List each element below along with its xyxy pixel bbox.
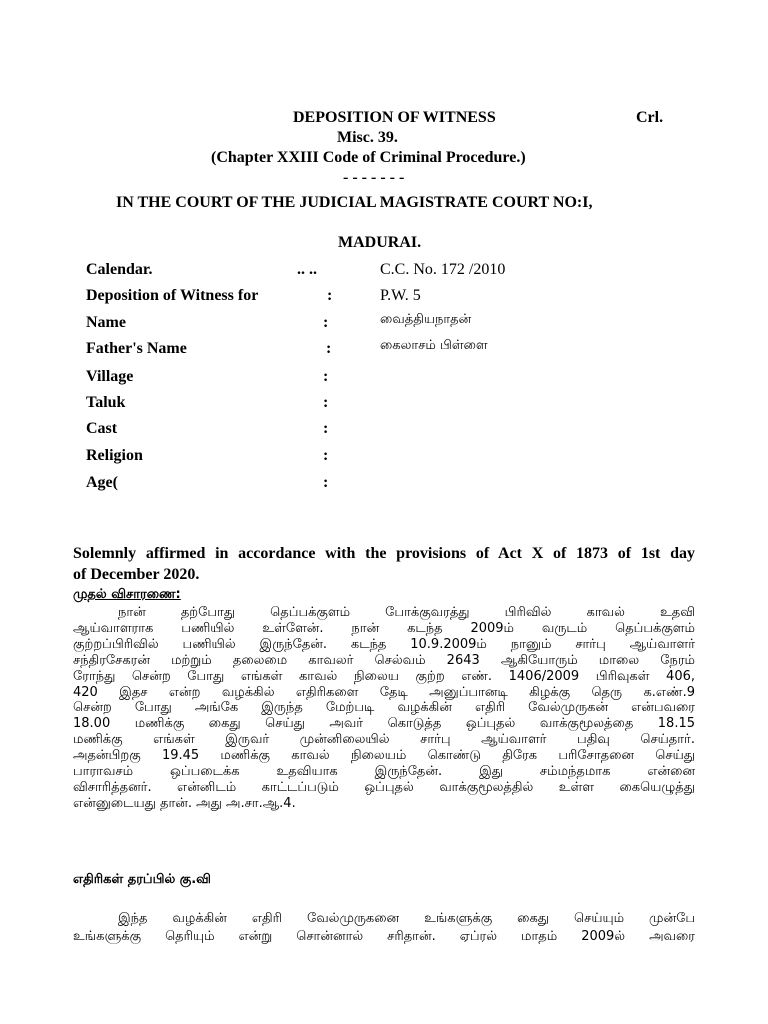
chapter-reference: (Chapter XXIII Code of Criminal Procedure.) — [211, 149, 526, 166]
chief-exam-line: குற்றப்பிரிவில் பணியில் இருந்தேன். கடந்த 10.9.2009ம் நானும் சார்பு ஆய்வாளர் — [73, 636, 695, 652]
father-name-colon: : — [326, 340, 332, 357]
chief-exam-line: மணிக்கு எங்கள் இருவர் முன்னிலையில் சார்பு ஆய்வாளர் பதிவு செய்தார். — [73, 732, 695, 748]
chief-exam-line: அதன்பிறகு 19.45 மணிக்கு காவல் நிலையம் கொண்டு திரேக பரிசோதனை செய்து — [73, 748, 695, 764]
chief-exam-line: சென்ற போது அங்கே இருந்த மேற்படி வழக்கின் எதிரி வேல்முருகன் என்பவரை — [73, 700, 695, 716]
name-colon: : — [323, 314, 329, 331]
cast-colon: : — [323, 420, 329, 437]
chief-exam-line: 18.00 மணிக்கு கைது செய்து அவர் கொடுத்த ஒப்புதல் வாக்குமூலத்தை 18.15 — [73, 716, 695, 732]
cast-label: Cast — [86, 420, 118, 437]
taluk-colon: : — [323, 394, 329, 411]
chief-exam-line: 420 இதச என்ற வழக்கில் எதிரிகளை தேடி அனுப்பானடி கிழக்கு தெரு க.எண்.9 — [73, 684, 695, 700]
court-city: MADURAI. — [338, 234, 422, 251]
religion-colon: : — [323, 447, 329, 464]
court-name: IN THE COURT OF THE JUDICIAL MAGISTRATE COURT NO:I, — [116, 194, 593, 211]
father-name: கைலாசம் பிள்ளை — [380, 338, 488, 353]
chief-exam-body — [73, 605, 695, 812]
deposition-for-label: Deposition of Witness for — [86, 287, 259, 304]
cross-exam-line: உங்களுக்கு தெரியும் என்று சொன்னால் சரிதான். ஏப்ரல் மாதம் 2009ல் அவரை — [73, 929, 695, 944]
chief-exam-line: என்னுடையது தான். அது அ.சா.ஆ.4. — [73, 795, 296, 811]
chief-exam-line: பாராவசம் ஒப்படைக்க உதவியாக இருந்தேன். இது சம்மந்தமாக என்னை — [73, 764, 695, 780]
chief-exam-line: ஆய்வாளராக பணியில் உள்ளேன். நான் கடந்த 2009ம் வருடம் தெப்பக்குளம் — [73, 620, 695, 636]
cross-exam-body — [73, 910, 695, 946]
affirmation-line-2: of December 2020. — [73, 566, 200, 583]
chief-exam-line: ரோந்து சென்ற போது எங்கள் காவல் நிலைய குற்ற எண். 1406/2009 பிரிவுகள் 406, — [73, 668, 695, 684]
misc-number: Misc. 39. — [337, 129, 398, 146]
cross-exam-heading: எதிரிகள் தரப்பில் கு.வி — [73, 872, 211, 887]
header-divider: - - - - - - - — [343, 169, 405, 186]
religion-label: Religion — [86, 447, 143, 464]
deposition-for-colon: : — [327, 287, 333, 304]
chief-exam-line: சந்திரசேகரன் மற்றும் தலைமை காவலர் செல்வம் 2643 ஆகியோரும் மாலை நேரம் — [73, 652, 695, 668]
affirmation-line-1: Solemnly affirmed in accordance with the provisions of Act X of 1873 of 1st day — [73, 545, 695, 562]
age-label: Age( — [86, 474, 118, 491]
age-colon: : — [323, 474, 329, 491]
name-label: Name — [86, 314, 126, 331]
chief-exam-line: நான் தற்போது தெப்பக்குளம் போக்குவரத்து பிரிவில் காவல் உதவி — [118, 605, 695, 620]
cross-exam-line: இந்த வழக்கின் எதிரி வேல்முருகனை உங்களுக்கு கைது செய்யும் முன்பே — [118, 911, 695, 926]
village-colon: : — [323, 368, 329, 385]
witness-name: வைத்தியநாதன் — [380, 312, 472, 327]
crl-label: Crl. — [636, 109, 664, 126]
father-name-label: Father's Name — [86, 340, 187, 357]
village-label: Village — [86, 368, 134, 385]
calendar-label: Calendar. — [86, 261, 153, 278]
witness-number: P.W. 5 — [380, 287, 421, 304]
calendar-separator: .. .. — [297, 261, 317, 278]
chief-exam-line: விசாரித்தனர். என்னிடம் காட்டப்படும் ஒப்புதல் வாக்குமூலத்தில் உள்ள கையெழுத்து — [73, 779, 695, 795]
taluk-label: Taluk — [86, 394, 126, 411]
chief-exam-heading: முதல் விசாரணை: — [73, 587, 181, 602]
case-number: C.C. No. 172 /2010 — [380, 261, 506, 278]
document-title: DEPOSITION OF WITNESS — [293, 109, 496, 126]
